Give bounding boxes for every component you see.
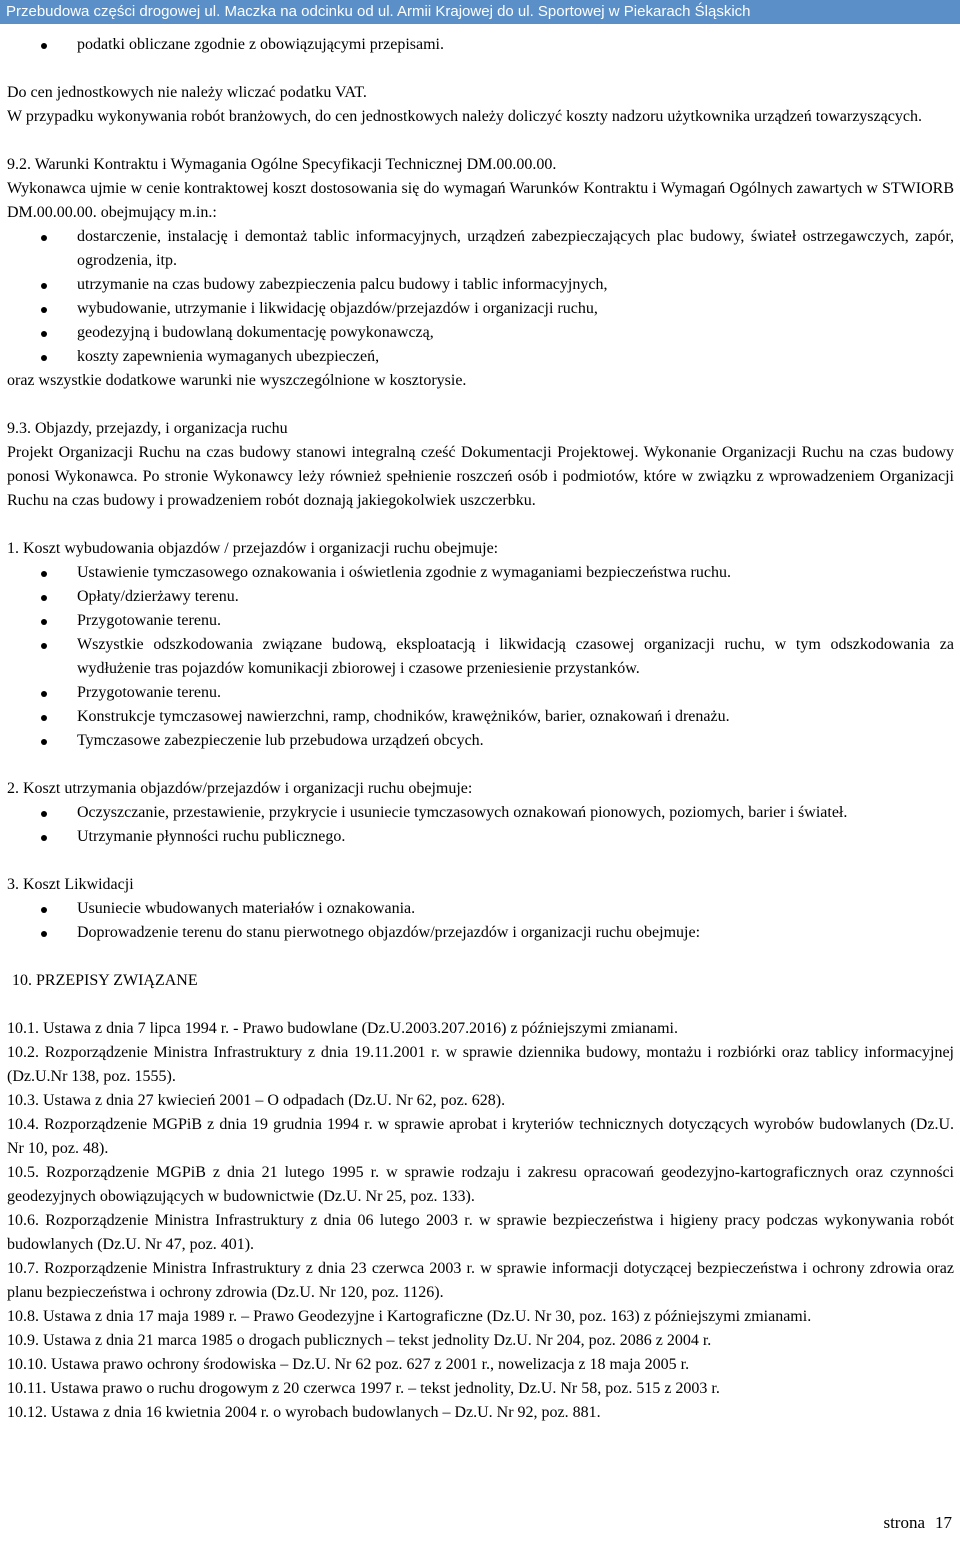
bullet-icon: [41, 811, 47, 817]
bullet-icon: [41, 643, 47, 649]
cost-3-title: 3. Koszt Likwidacji: [7, 876, 134, 893]
bullet-icon: [41, 691, 47, 697]
regulation-item: 10.12. Ustawa z dnia 16 kwietnia 2004 r. o wyrobach budowlanych – Dz.U. Nr 92, poz. 881.: [7, 1404, 601, 1421]
bullet-icon: [41, 355, 47, 361]
list-item: Utrzymanie płynności ruchu publicznego.: [7, 825, 954, 849]
page-number: 17: [935, 1513, 952, 1532]
intro-bullet-list: [7, 33, 954, 57]
section-9-3-title: 9.3. Objazdy, przejazdy, i organizacja ruchu: [7, 420, 288, 437]
section-10-title: 10. PRZEPISY ZWIĄZANE: [12, 972, 198, 989]
regulation-item: 10.2. Rozporządzenie Ministra Infrastruktury z dnia 19.11.2001 r. w sprawie dziennika budowy, montażu i rozbiórki oraz tablicy informacyjnej (Dz.U.Nr 138, poz. 1555).: [7, 1044, 954, 1085]
cost-3-bullets: [7, 897, 954, 945]
paragraph-vat: Do cen jednostkowych nie należy wliczać podatku VAT.: [7, 84, 367, 101]
document-body: [7, 33, 954, 1425]
bullet-icon: [41, 907, 47, 913]
list-item: wybudowanie, utrzymanie i likwidację objazdów/przejazdów i organizacji ruchu,: [7, 297, 954, 321]
bullet-icon: [41, 307, 47, 313]
bullet-icon: [41, 931, 47, 937]
bullet-icon: [41, 595, 47, 601]
list-item: podatki obliczane zgodnie z obowiązującymi przepisami.: [7, 33, 954, 57]
bullet-icon: [41, 235, 47, 241]
regulation-item: 10.10. Ustawa prawo ochrony środowiska – Dz.U. Nr 62 poz. 627 z 2001 r., nowelizacja z 18 maja 2005 r.: [7, 1356, 690, 1373]
cost-1-bullets: [7, 561, 954, 753]
list-item: Usuniecie wbudowanych materiałów i oznakowania.: [7, 897, 954, 921]
list-item: Opłaty/dzierżawy terenu.: [7, 585, 954, 609]
list-item: Oczyszczanie, przestawienie, przykrycie i usuniecie tymczasowych oznakowań pionowych, poziomych, barier i świateł.: [7, 801, 954, 825]
page-label: strona: [883, 1513, 925, 1532]
regulation-item: 10.3. Ustawa z dnia 27 kwiecień 2001 – O odpadach (Dz.U. Nr 62, poz. 628).: [7, 1092, 506, 1109]
regulation-item: 10.9. Ustawa z dnia 21 marca 1985 o drogach publicznych – tekst jednolity Dz.U. Nr 204, poz. 2086 z 2004 r.: [7, 1332, 712, 1349]
cost-2-title: 2. Koszt utrzymania objazdów/przejazdów i organizacji ruchu obejmuje:: [7, 780, 473, 797]
regulation-item: 10.4. Rozporządzenie MGPiB z dnia 19 grudnia 1994 r. w sprawie aprobat i kryteriów technicznych dotyczących wyrobów budowlanych (Dz.U. Nr 10, poz. 48).: [7, 1116, 954, 1157]
cost-1-title: 1. Koszt wybudowania objazdów / przejazdów i organizacji ruchu obejmuje:: [7, 540, 499, 557]
section-9-2-title: 9.2. Warunki Kontraktu i Wymagania Ogólne Specyfikacji Technicznej DM.00.00.00.: [7, 156, 557, 173]
paragraph-branzowe: W przypadku wykonywania robót branżowych, do cen jednostkowych należy doliczyć koszty nadzoru użytkownika urządzeń towarzyszących.: [7, 108, 922, 125]
list-item: koszty zapewnienia wymaganych ubezpieczeń,: [7, 345, 954, 369]
list-item: Wszystkie odszkodowania związane budową, eksploatacją i likwidacją czasowej organizacji ruchu, w tym odszkodowania za wydłużenie tras pojazdów komunikacji zbiorowej i czasowe przeniesienie przystanków.: [7, 633, 954, 681]
list-item: geodezyjną i budowlaną dokumentację powykonawczą,: [7, 321, 954, 345]
list-item: Przygotowanie terenu.: [7, 609, 954, 633]
bullet-icon: [41, 571, 47, 577]
list-item: Tymczasowe zabezpieczenie lub przebudowa urządzeń obcych.: [7, 729, 954, 753]
regulation-item: 10.11. Ustawa prawo o ruchu drogowym z 20 czerwca 1997 r. – tekst jednolity, Dz.U. Nr 58, poz. 515 z 2003 r.: [7, 1380, 720, 1397]
regulation-item: 10.8. Ustawa z dnia 17 maja 1989 r. – Prawo Geodezyjne i Kartograficzne (Dz.U. Nr 30, poz. 163) z późniejszymi zmianami.: [7, 1308, 812, 1325]
bullet-icon: [41, 739, 47, 745]
section-9-3-text: Projekt Organizacji Ruchu na czas budowy stanowi integralną cześć Dokumentacji Projektowej. Wykonanie Organizacji Ruchu na czas budowy ponosi Wykonawca. Po stronie Wykonawcy leży również spełnienie roszczeń osób i podmiotów, które w związku z wprowadzeniem Organizacji Ruchu na czas budowy i prowadzeniem robót doznają jakiegokolwiek uszczerbku.: [7, 444, 954, 509]
list-item: dostarczenie, instalację i demontaż tablic informacyjnych, urządzeń zabezpieczających plac budowy, świateł ostrzegawczych, zapór, ogrodzenia, itp.: [7, 225, 954, 273]
bullet-icon: [41, 283, 47, 289]
regulation-item: 10.6. Rozporządzenie Ministra Infrastruktury z dnia 06 lutego 2003 r. w sprawie bezpieczeństwa i higieny pracy podczas wykonywania robót budowlanych (Dz.U. Nr 47, poz. 401).: [7, 1212, 954, 1253]
list-item: Przygotowanie terenu.: [7, 681, 954, 705]
regulation-item: 10.1. Ustawa z dnia 7 lipca 1994 r. - Prawo budowlane (Dz.U.2003.207.2016) z późniejszymi zmianami.: [7, 1020, 678, 1037]
section-9-2-text: Wykonawca ujmie w cenie kontraktowej koszt dostosowania się do wymagań Warunków Kontraktu i Wymagań Ogólnych zawartych w STWIORB DM.00.00.00. obejmujący m.in.:: [7, 180, 954, 221]
bullet-icon: [41, 43, 47, 49]
bullet-icon: [41, 331, 47, 337]
list-item: Konstrukcje tymczasowej nawierzchni, ramp, chodników, krawężników, barier, oznakowań i drenażu.: [7, 705, 954, 729]
regulation-item: 10.7. Rozporządzenie Ministra Infrastruktury z dnia 23 czerwca 2003 r. w sprawie informacji dotyczącej bezpieczeństwa i ochrony zdrowia oraz planu bezpieczeństwa i ochrony zdrowia (Dz.U. Nr 120, poz. 1126).: [7, 1260, 954, 1301]
header-title: Przebudowa części drogowej ul. Maczka na odcinku od ul. Armii Krajowej do ul. Sportowej w Piekarach Śląskich: [6, 3, 751, 20]
bullet-icon: [41, 715, 47, 721]
list-item: Doprowadzenie terenu do stanu pierwotnego objazdów/przejazdów i organizacji ruchu obejmuje:: [7, 921, 954, 945]
bullet-icon: [41, 835, 47, 841]
cost-2-bullets: [7, 801, 954, 849]
list-item: utrzymanie na czas budowy zabezpieczenia palcu budowy i tablic informacyjnych,: [7, 273, 954, 297]
section-9-2-close: oraz wszystkie dodatkowe warunki nie wyszczególnione w kosztorysie.: [7, 372, 467, 389]
regulation-item: 10.5. Rozporządzenie MGPiB z dnia 21 lutego 1995 r. w sprawie rodzaju i zakresu opracowań geodezyjno-kartograficznych oraz czynności geodezyjnych obowiązujących w budownictwie (Dz.U. Nr 25, poz. 133).: [7, 1164, 954, 1205]
bullet-icon: [41, 619, 47, 625]
list-item: Ustawienie tymczasowego oznakowania i oświetlenia zgodnie z wymaganiami bezpieczeństwa ruchu.: [7, 561, 954, 585]
document-header: [0, 0, 960, 24]
page-footer: [883, 1513, 952, 1533]
section-9-2-bullets: [7, 225, 954, 369]
